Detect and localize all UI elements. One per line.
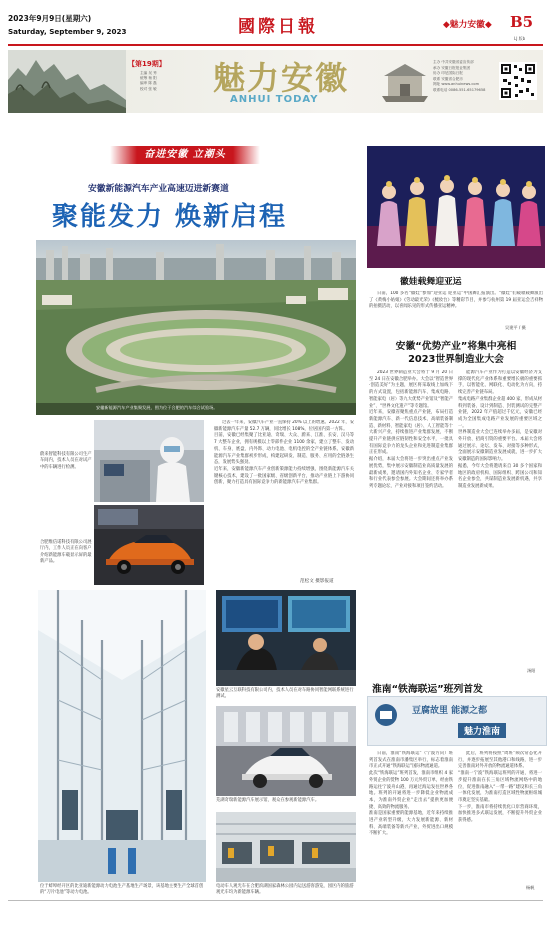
- rail-body-col1: 日前，淮南“铁海联运”（宁波方向）班列首发式在淮南市潘集区举行，标志着淮南市正式开通“铁海联运”国际物流通道。 此次“铁海联运”班列首发，淮南市组织 4 家外贸企业的货物 100 万元外贸订单，经由铁路运往宁波舟山港，再通过海运发往世界各地。班列的开通将进一步降低企业物流成本，为淮南外贸企业“走出去”提供更加便捷、高效的物流服务。 淮南是国家重要的能源基地，近年来持续推进产业转型升级，大力发展新能源、新材料、高端装备等新兴产业，外贸进出口规模不断扩大。: [369, 751, 453, 837]
- column-title-1: 豆腐故里 能源之都: [412, 706, 488, 716]
- lab-illustration: [94, 420, 204, 502]
- photo-car-display: [94, 505, 204, 585]
- footer-rule: [8, 900, 543, 901]
- credit-line: 统筹 杨 阳: [140, 76, 157, 81]
- workshop-illustration: [216, 812, 356, 882]
- date-cn: 2023年9月9日(星期六): [8, 14, 92, 23]
- section-title: 魅力安徽: [213, 59, 350, 97]
- sponsor-info: [433, 60, 485, 94]
- car-display-illustration: [94, 505, 204, 585]
- rail-byline: 杨帆: [526, 885, 535, 890]
- opera-illustration: [367, 146, 545, 268]
- test-track-illustration: [36, 240, 356, 415]
- factory-illustration: [38, 590, 206, 882]
- caption-tech: 安徽星云互联科技有限公司内，技术人员在对车路协同智能网联系统进行测试。: [216, 688, 354, 700]
- expo-headline: 安徽“优势产业”将集中亮相 2023世界制造业大会: [395, 341, 517, 365]
- lead-headline: 聚能发力 焕新启程: [52, 202, 288, 232]
- kicker-banner: [110, 146, 260, 164]
- photo-opera-performers: [367, 146, 545, 268]
- section-banner: [8, 50, 543, 113]
- rail-body-col2: 此后，班列将按照“周班”频次常态化开行，并逐步拓展至其他港口和线路，进一步完善淮南对外开放的物流通道体系。 “淮南一宁波”铁海联运班列的开通，将进一步提升淮南在长三角区域物流网络中的地位，促进淮南融入“一带一路”建设和长三角一体化发展，为淮南打造区域性物流枢纽城市奠定坚实基础。 下一步，淮南市将持续优化口岸营商环境，加快推进多式联运发展，不断提升外贸企业获得感。: [458, 751, 542, 824]
- sponsor-line: 承办 安徽日报报业集团: [433, 65, 471, 70]
- qr-code-icon: [499, 62, 537, 100]
- expo-byline: 汤阳: [527, 668, 536, 673]
- photo-workshop: [216, 812, 356, 882]
- credit-line: 主编 吴 秀: [140, 71, 157, 75]
- credit-line: 校对 张 敏: [140, 86, 157, 91]
- huangshan-mountain-illustration: [8, 50, 126, 113]
- credit-line: 编审 陈 磊: [140, 81, 157, 86]
- lead-byline: 范松文 摄影报道: [300, 579, 334, 584]
- photo-battery-factory: [38, 590, 206, 882]
- sponsor-line: 联系 安徽省合肥市: [433, 76, 463, 81]
- sponsor-line: 主办 中共安徽省委宣传部: [433, 60, 474, 64]
- photo-lab-technician: [94, 420, 204, 502]
- page-number: B5: [510, 13, 534, 31]
- paper-name: 國際日報: [238, 17, 318, 37]
- caption-showroom: 芜湖奇瑞新能源汽车展示馆，观众在参观新能源汽车。: [216, 798, 320, 803]
- masthead: [0, 0, 551, 48]
- rail-headline: 淮南“铁海联运”班列首发: [372, 684, 483, 695]
- tech-illustration: [216, 590, 356, 686]
- huainan-column-badge: [367, 696, 547, 746]
- banner-credits: [140, 71, 157, 92]
- page-code: LJ 版b: [514, 36, 526, 41]
- expo-body-col2: 能源汽车产业作为打造以安徽经济为支撑的现代化产业体系和重要增长极的重要抓手，以智能化、网联化、电动化为方向，持续完善产业链布局。 集成电路产业集群企业超 400 家，形成从材料到装备、设计到制造、封装测试的完整产业链，2022 年产值超过千亿元，安徽已经成为全国集成电路产业发展的重要区域之一。 世界制造业大会已连续举办多届，是安徽对外开放、招商引资的重要平台。本届大会将通过展示、论坛、发布、对接等多种形式，全面展示安徽制造业发展成就，进一步扩大安徽制造的国际影响力。 据悉，今年大会将邀请来自 30 多个国家和地区的政府机构、国际组织、跨国公司和知名企业参会，共谋制造业发展新机遇，共享制造业发展新成果。: [458, 370, 542, 489]
- lead-photo-test-track: [36, 240, 356, 415]
- tofu-icon: [374, 703, 398, 727]
- caption-factory: 位于蚌埠经开区的比亚迪新能源动力电池生产基地生产场景，该基地主要生产全球首创的“刀片电池”等动力电池。: [40, 884, 204, 896]
- sponsor-line: 网址 www.anhuinews.com: [433, 82, 480, 87]
- column-title-2: 魅力淮南: [458, 723, 506, 738]
- opera-headline: 徽娃载舞迎亚运: [400, 277, 462, 287]
- lead-photo-caption: 安徽新能源汽车产业集聚发展，图为位于合肥的汽车综合试验场。: [96, 405, 218, 410]
- caption-lab: 蔚来智能科技有限公司生产车间内，技术人员在对试产中的车辆进行检测。: [40, 452, 92, 470]
- caption-car: 合肥维信诺科技有限公司展厅内，工作人员正在向客户介绍新能源车载显示屏的最新产品。: [40, 540, 92, 565]
- issue-label: 【第19期】: [128, 60, 166, 68]
- temple-illustration: [380, 60, 430, 110]
- masthead-rule: [8, 44, 543, 46]
- opera-caption: 日前，100 多名“徽娃”参加“迎亚运 迎亚运”中国舞汇报演出。“徽娃”们载歌载舞演出了《黄梅小姑娘》《劳动最光荣》《梳妆台》等精彩节目，并参与杭州第 19 届亚运会吉祥物的拍摄活动，以喜闻乐见的形式传播亚运精神。: [369, 291, 543, 310]
- photo-tech-screens: [216, 590, 356, 686]
- section-title-en: ANHUI TODAY: [230, 94, 319, 105]
- sponsor-line: 协办 印尼国际日报: [433, 71, 463, 76]
- date-en: Saturday, September 9, 2023: [8, 27, 127, 36]
- lead-subtitle: 安徽新能源汽车产业高速迈进新赛道: [88, 184, 229, 194]
- expo-body-col1: 2023 世界制造业大会将于 9 月 20 日至 24 日在安徽合肥举办。大会以“智造世界·创造美好”为主题，展区将采取线上加线下的方式设置，包括新能源汽车、集成电路、智能家电（居）等九大优势产业馆及“智能产业”、“世界文化遗产”等专题馆。 近年来，安徽省聚焦重点产业链，布局打造新能源汽车、新一代信息技术、高端装备制造、新材料、智能家电（居）、人工智能等十大新兴产业，持续推进产业集群发展，不断提升产业链供应链韧性和安全水平，一批具有国际竞争力的龙头企业和先进制造业集群正在形成。 据介绍，本届大会将进一步突出重点产业发展优势，集中展示安徽制造业高质量发展的最新成果，邀请国内外知名企业、专家学者和行业代表参会参展。大会期间还将举办系列专题论坛、产业对接和项目签约活动。: [369, 370, 453, 489]
- photo-showroom: [216, 706, 356, 796]
- caption-workshop: 电动车人观光车在合肥滨湖国家森林公园内运送游客游览，园区内的旅游观光车均为新能源车辆。: [216, 884, 354, 896]
- opera-byline: 吴建平 / 摄: [505, 325, 526, 330]
- lead-body-text: 过去一年来，安徽汽车产业一直保持 20% 以上的增速。2022 年，安徽新能源汽车产量 52.7 万辆，同比增长 108%，位居国内第一方阵。 目前，安徽已经集聚了比亚迪、奇瑞、大众、蔚来、江淮、长安、汉马等 7 大整车企业，拥有规模以上零部件企业 1100 余家，建立了整车、发动机、车身、底盘、内外饰、动力电池、电机电控的全产业链体系。安徽新能源汽车产业集群初步形成，构建起研发、制造、服务、应用的全链条生态，发展势头强劲。 近年来，安徽新能源汽车产业创新策源能力持续增强，围绕新能源汽车关键核心技术，建设了一批国家级、省级创新平台，推动产业链上下游协同创新，聚力打造具有国际竞争力的新能源汽车产业集群。: [214, 420, 354, 486]
- kicker-text: 奋进安徽 立潮头: [144, 149, 226, 160]
- sponsor-line: 联系电话 0086-551-65179658: [433, 87, 486, 92]
- section-label: ◆魅力安徽◆: [443, 20, 492, 30]
- showroom-illustration: [216, 706, 356, 796]
